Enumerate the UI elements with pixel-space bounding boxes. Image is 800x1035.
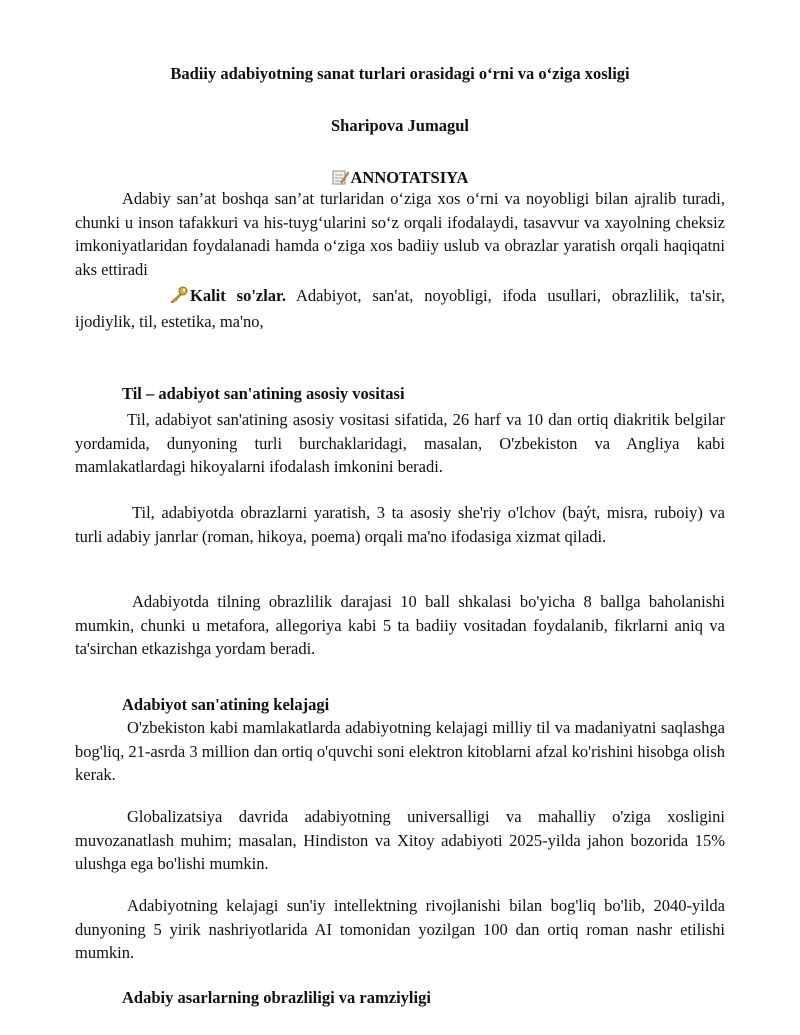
keywords-list: Adabiyot, san'at, noyobligi, ifoda usullari, obrazlilik, ta'sir, ijodiylik, til, estetika, ma'no, <box>75 286 725 331</box>
section1-paragraph-2: Til, adabiyotda obrazlarni yaratish, 3 ta asosiy she'riy o'lchov (baýt, misra, ruboiy) va turli adabiy janrlar (roman, hikoya, poema) orqali ma'no ifodasiga xizmat qiladi. <box>75 503 725 546</box>
keywords-paragraph <box>75 284 725 333</box>
annotation-text: Adabiy san’at boshqa san’at turlaridan o‘ziga xos o‘rni va noyobligi bilan ajralib turadi, chunki u inson tafakkuri va his-tuyg‘ularini so‘z orqali ifodalaydi, tasavvur va xayolning cheksiz imkoniyatlaridan foydalanadi hamda o‘ziga xos badiiy uslub va obrazlar yaratish orqali haqiqatni aks ettiradi <box>75 189 725 279</box>
section2-paragraph-1: O'zbekiston kabi mamlakatlarda adabiyotning kelajagi milliy til va madaniyatni saqlashga bog'liq, 21-asrda 3 million dan ortiq o'quvchi soni elektron kitoblarni afzal ko'rishini hisobga olish kerak. <box>75 718 725 784</box>
paper-title: Badiiy adabiyotning sanat turlari orasidagi o‘rni va o‘ziga xosligi <box>170 64 630 83</box>
key-icon <box>122 286 188 310</box>
section1-paragraph-3: Adabiyotda tilning obrazlilik darajasi 10 ball shkalasi bo'yicha 8 ballga baholanishi mumkin, chunki u metafora, allegoriya kabi 5 ta badiiy vositadan foydalanib, fikrlarni aniq va ta'sirchan etkazishga yordam beradi. <box>75 592 725 658</box>
section-heading-2: Adabiyot san'atining kelajagi <box>122 695 330 714</box>
section-heading-3: Adabiy asarlarning obrazliligi va ramziyligi <box>122 988 431 1007</box>
section1-paragraph-1: Til, adabiyot san'atining asosiy vositasi sifatida, 26 harf va 10 dan ortiq diakritik belgilar yordamida, dunyoning turli burchaklaridagi, masalan, O'zbekiston va Angliya kabi mamlakatlardagi hikoyalarni ifodalash imkonini beradi. <box>75 410 725 476</box>
section2-paragraph-3: Adabiyotning kelajagi sun'iy intellektning rivojlanishi bilan bog'liq bo'lib, 2040-yilda dunyoning 5 yirik nashriyotlarida AI tomonidan yozilgan 100 dan ortiq roman nashr etilishi mumkin. <box>75 896 725 962</box>
section-heading-1: Til – adabiyot san'atining asosiy vositasi <box>122 384 405 403</box>
section2-paragraph-2: Globalizatsiya davrida adabiyotning universalligi va mahalliy o'ziga xosligini muvozanatlash muhim; masalan, Hindiston va Xitoy adabiyoti 2025-yilda jahon bozorida 15% ulushga ega bo'lishi mumkin. <box>75 807 725 873</box>
keywords-label: Kalit so'zlar. <box>190 286 286 305</box>
paper-author: Sharipova Jumagul <box>331 116 469 135</box>
annotation-heading-label: ANNOTATSIYA <box>350 168 469 187</box>
